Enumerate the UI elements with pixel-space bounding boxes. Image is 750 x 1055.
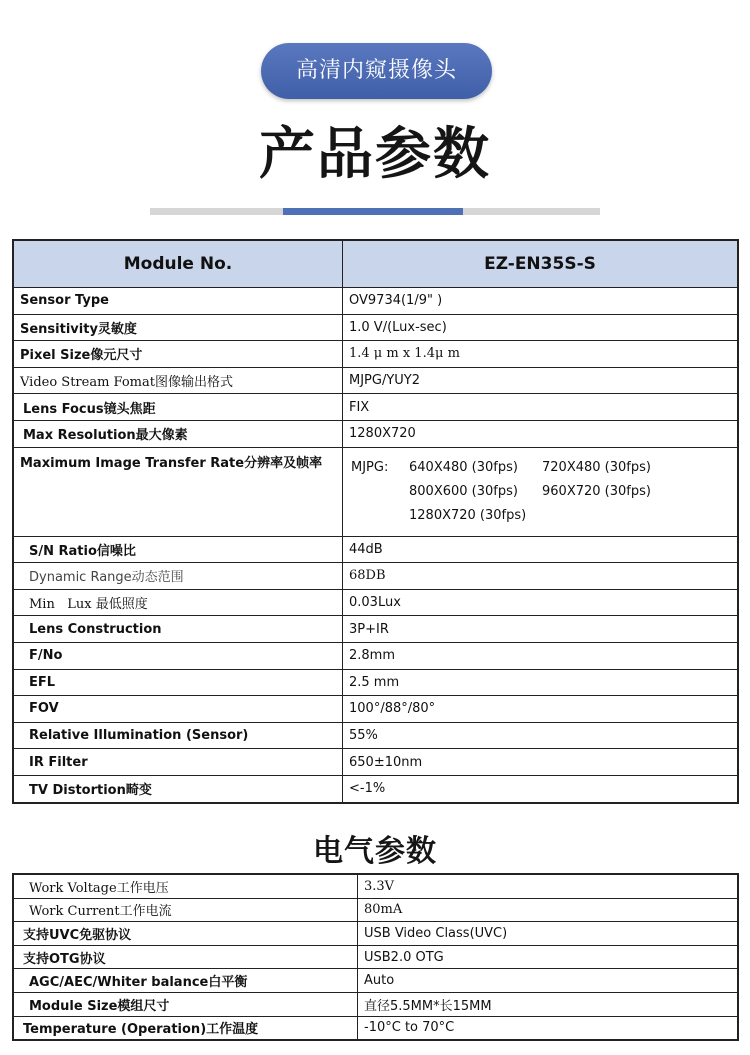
spec-label: AGC/AEC/Whiter balance白平衡	[13, 969, 358, 993]
spec-row	[13, 992, 738, 1016]
spec-label: Module Size模组尺寸	[13, 992, 358, 1016]
spec-row	[13, 589, 738, 616]
product-category-badge: 高清内窥摄像头	[261, 43, 492, 99]
spec-row	[13, 367, 738, 394]
spec-row	[13, 775, 738, 802]
rate-value: 720X480 (30fps)	[542, 460, 651, 476]
spec-row-transfer-rate	[13, 447, 738, 536]
spec-label: Max Resolution最大像素	[13, 420, 343, 447]
divider-accent	[283, 208, 463, 215]
spec-label: Dynamic Range动态范围	[13, 563, 343, 590]
spec-value: <-1%	[343, 775, 739, 802]
spec-label: Min Lux 最低照度	[13, 589, 343, 616]
spec-row	[13, 341, 738, 368]
header-label: Module No.	[13, 240, 343, 288]
rate-format: MJPG:	[351, 460, 389, 476]
spec-row	[13, 420, 738, 447]
divider-right	[463, 208, 600, 215]
spec-row	[13, 969, 738, 993]
spec-value: 55%	[343, 722, 739, 749]
spec-value: 2.5 mm	[343, 669, 739, 696]
spec-row	[13, 669, 738, 696]
spec-row	[13, 563, 738, 590]
rate-value: 800X600 (30fps)	[409, 484, 518, 500]
spec-value: MJPG/YUY2	[343, 367, 739, 394]
spec-value: 3P+IR	[343, 616, 739, 643]
spec-row	[13, 874, 738, 898]
spec-label: F/No	[13, 642, 343, 669]
spec-row	[13, 1016, 738, 1040]
rate-value: 960X720 (30fps)	[542, 484, 651, 500]
spec-value: 1280X720	[343, 420, 739, 447]
rate-value: 1280X720 (30fps)	[409, 508, 527, 524]
spec-label: Sensitivity灵敏度	[13, 314, 343, 341]
spec-value: 44dB	[343, 536, 739, 563]
spec-row	[13, 314, 738, 341]
spec-value: 直径5.5MM*长15MM	[358, 992, 739, 1016]
spec-row	[13, 722, 738, 749]
spec-row	[13, 696, 738, 723]
spec-value: 1.4 μ m x 1.4μ m	[343, 341, 739, 368]
spec-row	[13, 945, 738, 969]
section-title-electrical: 电气参数	[313, 834, 437, 869]
spec-label: IR Filter	[13, 749, 343, 776]
transfer-rate-values	[343, 447, 739, 536]
electrical-spec-table	[12, 873, 739, 1041]
spec-value: -10°C to 70°C	[358, 1016, 739, 1040]
page-title: 产品参数	[259, 122, 491, 187]
spec-label: Relative Illumination (Sensor)	[13, 722, 343, 749]
spec-row	[13, 922, 738, 946]
spec-value: 0.03Lux	[343, 589, 739, 616]
header-model: EZ-EN35S-S	[343, 240, 739, 288]
spec-label: Temperature (Operation)工作温度	[13, 1016, 358, 1040]
spec-label: 支持OTG协议	[13, 945, 358, 969]
spec-label: EFL	[13, 669, 343, 696]
spec-label: Video Stream Fomat图像输出格式	[13, 367, 343, 394]
spec-label: TV Distortion畸变	[13, 775, 343, 802]
spec-row	[13, 616, 738, 643]
spec-row	[13, 394, 738, 421]
spec-value: 1.0 V/(Lux-sec)	[343, 314, 739, 341]
spec-value: FIX	[343, 394, 739, 421]
spec-label: Work Voltage工作电压	[13, 874, 358, 898]
spec-label: Sensor Type	[13, 288, 343, 315]
spec-row	[13, 536, 738, 563]
spec-value: Auto	[358, 969, 739, 993]
spec-label: S/N Ratio信噪比	[13, 536, 343, 563]
spec-label: FOV	[13, 696, 343, 723]
spec-value: 80mA	[358, 898, 739, 922]
spec-value: 650±10nm	[343, 749, 739, 776]
spec-value: 68DB	[343, 563, 739, 590]
divider-left	[150, 208, 283, 215]
spec-value: OV9734(1/9" )	[343, 288, 739, 315]
spec-row	[13, 749, 738, 776]
rate-value: 640X480 (30fps)	[409, 460, 518, 476]
spec-label: Lens Focus镜头焦距	[13, 394, 343, 421]
spec-label: Maximum Image Transfer Rate分辨率及帧率	[13, 447, 343, 536]
spec-row	[13, 642, 738, 669]
spec-label: Work Current工作电流	[13, 898, 358, 922]
spec-row	[13, 898, 738, 922]
spec-value: 100°/88°/80°	[343, 696, 739, 723]
spec-label: Pixel Size像元尺寸	[13, 341, 343, 368]
spec-table-header	[13, 240, 738, 288]
product-spec-table	[12, 239, 739, 804]
spec-label: 支持UVC免驱协议	[13, 922, 358, 946]
spec-value: 3.3V	[358, 874, 739, 898]
spec-value: USB Video Class(UVC)	[358, 922, 739, 946]
spec-label: Lens Construction	[13, 616, 343, 643]
spec-value: USB2.0 OTG	[358, 945, 739, 969]
spec-value: 2.8mm	[343, 642, 739, 669]
spec-row	[13, 288, 738, 315]
